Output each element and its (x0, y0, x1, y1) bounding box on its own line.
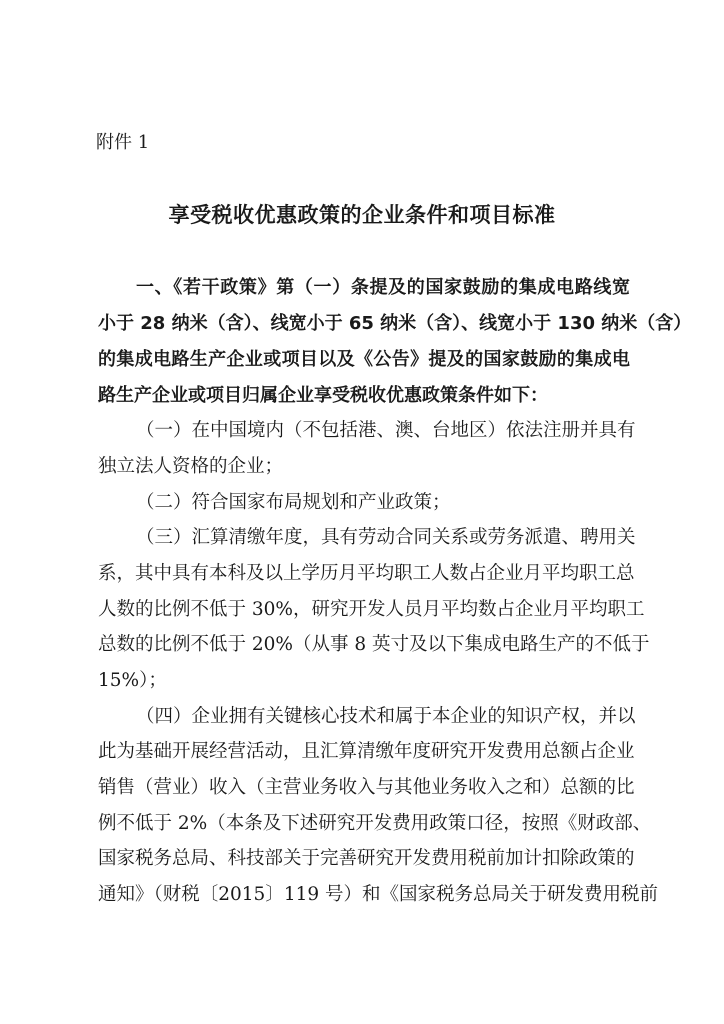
document-title: 享受税收优惠政策的企业条件和项目标准 (168, 202, 556, 227)
body-line: 总数的比例不低于 20%（从事 8 英寸及以下集成电路生产的不低于 (98, 634, 650, 655)
body-line: 一、《若干政策》第（一）条提及的国家鼓励的集成电路线宽 (136, 277, 630, 298)
body-line: 人数的比例不低于 30%，研究开发人员月平均数占企业月平均职工 (98, 599, 645, 620)
attachment-label: 附件 1 (96, 132, 150, 153)
body-line: 销售（营业）收入（主营业务收入与其他业务收入之和）总额的比 (98, 777, 635, 798)
body-line: 小于 28 纳米（含）、线宽小于 65 纳米（含）、线宽小于 130 纳米（含） (98, 313, 692, 334)
body-line: 例不低于 2%（本条及下述研究开发费用政策口径，按照《财政部、 (98, 813, 652, 834)
body-line: 此为基础开展经营活动，且汇算清缴年度研究开发费用总额占企业 (98, 741, 635, 762)
body-line: 通知》（财税〔2015〕119 号）和《国家税务总局关于研发费用税前 (98, 884, 659, 905)
body-line: （三）汇算清缴年度，具有劳动合同关系或劳务派遣、聘用关 (136, 527, 636, 548)
body-line: 路生产企业或项目归属企业享受税收优惠政策条件如下： (98, 385, 548, 406)
body-line: （二）符合国家布局规划和产业政策； (136, 492, 451, 513)
body-line: （四）企业拥有关键核心技术和属于本企业的知识产权，并以 (136, 706, 636, 727)
body-line: （一）在中国境内（不包括港、澳、台地区）依法注册并具有 (136, 420, 636, 441)
body-line: 系，其中具有本科及以上学历月平均职工人数占企业月平均职工总 (98, 563, 635, 584)
body-line: 的集成电路生产企业或项目以及《公告》提及的国家鼓励的集成电 (98, 349, 630, 370)
body-line: 15%）； (98, 670, 167, 691)
body-line: 国家税务总局、科技部关于完善研究开发费用税前加计扣除政策的 (98, 848, 635, 869)
body-line: 独立法人资格的企业； (98, 456, 284, 477)
